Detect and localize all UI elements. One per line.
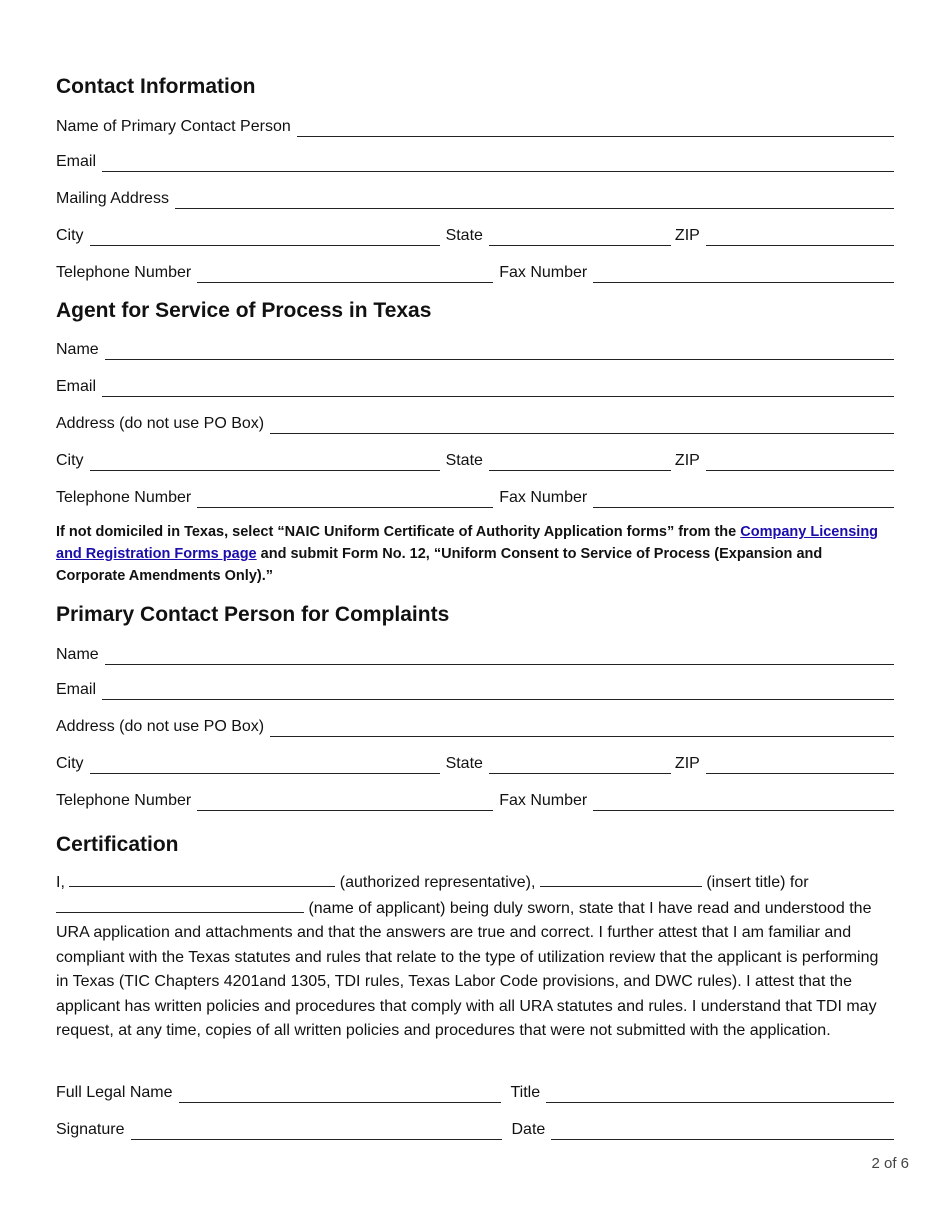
authorized-rep-field[interactable] bbox=[69, 870, 335, 887]
contact-email-field[interactable] bbox=[102, 153, 894, 172]
agent-city-row bbox=[56, 447, 894, 471]
complaints-address-row bbox=[56, 713, 894, 737]
complaints-heading: Primary Contact Person for Complaints bbox=[56, 603, 450, 626]
complaints-state-field[interactable] bbox=[489, 755, 671, 774]
agent-phone-row bbox=[56, 484, 894, 508]
applicant-name-field[interactable] bbox=[56, 896, 304, 913]
insert-title-field[interactable] bbox=[540, 870, 702, 887]
contact-phone-field[interactable] bbox=[197, 264, 493, 283]
certification-text bbox=[56, 870, 894, 1044]
page-number: 2 of 6 bbox=[871, 1155, 909, 1172]
cert-text-1: I, bbox=[56, 874, 70, 891]
agent-address-row bbox=[56, 410, 894, 434]
contact-phone-row bbox=[56, 259, 894, 283]
contact-fax-field[interactable] bbox=[593, 264, 894, 283]
complaints-address-label: Address (do not use PO Box) bbox=[56, 718, 265, 735]
primary-contact-row bbox=[56, 113, 894, 137]
complaints-address-field[interactable] bbox=[270, 718, 894, 737]
complaints-city-label: City bbox=[56, 755, 84, 772]
complaints-phone-row bbox=[56, 787, 894, 811]
primary-contact-field[interactable] bbox=[297, 118, 894, 137]
agent-name-row bbox=[56, 336, 894, 360]
complaints-phone-label: Telephone Number bbox=[56, 792, 192, 809]
complaints-email-row bbox=[56, 676, 894, 700]
contact-state-label: State bbox=[445, 227, 483, 244]
contact-zip-label: ZIP bbox=[674, 227, 700, 244]
agent-email-label: Email bbox=[56, 378, 97, 395]
agent-email-row bbox=[56, 373, 894, 397]
full-name-field[interactable] bbox=[179, 1084, 501, 1103]
agent-city-label: City bbox=[56, 452, 84, 469]
contact-state-field[interactable] bbox=[489, 227, 671, 246]
complaints-city-row bbox=[56, 750, 894, 774]
title-label: Title bbox=[510, 1084, 541, 1101]
mailing-address-row bbox=[56, 185, 894, 209]
agent-address-label: Address (do not use PO Box) bbox=[56, 415, 265, 432]
complaints-state-label: State bbox=[445, 755, 483, 772]
mailing-address-label: Mailing Address bbox=[56, 190, 169, 207]
contact-city-row bbox=[56, 222, 894, 246]
agent-zip-label: ZIP bbox=[674, 452, 700, 469]
signature-label: Signature bbox=[56, 1121, 125, 1138]
agent-city-field[interactable] bbox=[90, 452, 440, 471]
signature-row bbox=[56, 1116, 894, 1140]
domicile-note bbox=[56, 521, 894, 587]
agent-phone-label: Telephone Number bbox=[56, 489, 192, 506]
title-field[interactable] bbox=[546, 1084, 894, 1103]
primary-contact-label: Name of Primary Contact Person bbox=[56, 118, 291, 135]
contact-email-row bbox=[56, 148, 894, 172]
contact-heading: Contact Information bbox=[56, 75, 256, 98]
full-name-row bbox=[56, 1079, 894, 1103]
complaints-name-label: Name bbox=[56, 646, 99, 663]
complaints-zip-label: ZIP bbox=[674, 755, 700, 772]
contact-email-label: Email bbox=[56, 153, 97, 170]
agent-heading: Agent for Service of Process in Texas bbox=[56, 299, 432, 322]
agent-address-field[interactable] bbox=[270, 415, 894, 434]
complaints-phone-field[interactable] bbox=[197, 792, 493, 811]
contact-zip-field[interactable] bbox=[706, 227, 894, 246]
complaints-zip-field[interactable] bbox=[706, 755, 894, 774]
agent-state-label: State bbox=[445, 452, 483, 469]
complaints-city-field[interactable] bbox=[90, 755, 440, 774]
mailing-address-field[interactable] bbox=[175, 190, 894, 209]
contact-phone-label: Telephone Number bbox=[56, 264, 192, 281]
date-label: Date bbox=[511, 1121, 546, 1138]
date-field[interactable] bbox=[551, 1121, 894, 1140]
agent-fax-field[interactable] bbox=[593, 489, 894, 508]
contact-fax-label: Fax Number bbox=[499, 264, 588, 281]
agent-name-field[interactable] bbox=[105, 341, 894, 360]
cert-text-4: (name of applicant) being duly sworn, state that I have read and understood the URA application and attachments and that the answers are true and correct. I further attest that I am familiar and compliant with the Texas statutes and rules that relate to the type of utilization review that the applicant is performing in Texas (TIC Chapters 4201and 1305, TDI rules, Texas Labor Code provisions, and DWC rules). I attest that the applicant has written policies and procedures that comply with all URA statutes and rules. I understand that TDI may request, at any time, copies of all written policies and procedures that were not submitted with the application. bbox=[56, 899, 879, 1039]
complaints-email-label: Email bbox=[56, 681, 97, 698]
contact-city-field[interactable] bbox=[90, 227, 440, 246]
full-name-label: Full Legal Name bbox=[56, 1084, 173, 1101]
agent-zip-field[interactable] bbox=[706, 452, 894, 471]
cert-text-2: (authorized representative), bbox=[335, 874, 540, 891]
complaints-email-field[interactable] bbox=[102, 681, 894, 700]
note-text-post: and submit Form No. 12, “Uniform Consent to Service of Process (Expansion and Corporate Amendments Only).” bbox=[56, 546, 823, 584]
certification-heading: Certification bbox=[56, 833, 179, 856]
agent-name-label: Name bbox=[56, 341, 99, 358]
signature-field[interactable] bbox=[131, 1121, 502, 1140]
contact-city-label: City bbox=[56, 227, 84, 244]
complaints-name-row bbox=[56, 641, 894, 665]
agent-phone-field[interactable] bbox=[197, 489, 493, 508]
agent-fax-label: Fax Number bbox=[499, 489, 588, 506]
complaints-fax-label: Fax Number bbox=[499, 792, 588, 809]
agent-state-field[interactable] bbox=[489, 452, 671, 471]
complaints-fax-field[interactable] bbox=[593, 792, 894, 811]
forms-page-link[interactable]: Company Licensing and Registration Forms page bbox=[56, 524, 879, 562]
complaints-name-field[interactable] bbox=[105, 646, 894, 665]
agent-email-field[interactable] bbox=[102, 378, 894, 397]
cert-text-3: (insert title) for bbox=[701, 874, 809, 891]
note-text-pre: If not domiciled in Texas, select “NAIC Uniform Certificate of Authority Application forms” from the bbox=[56, 524, 741, 540]
